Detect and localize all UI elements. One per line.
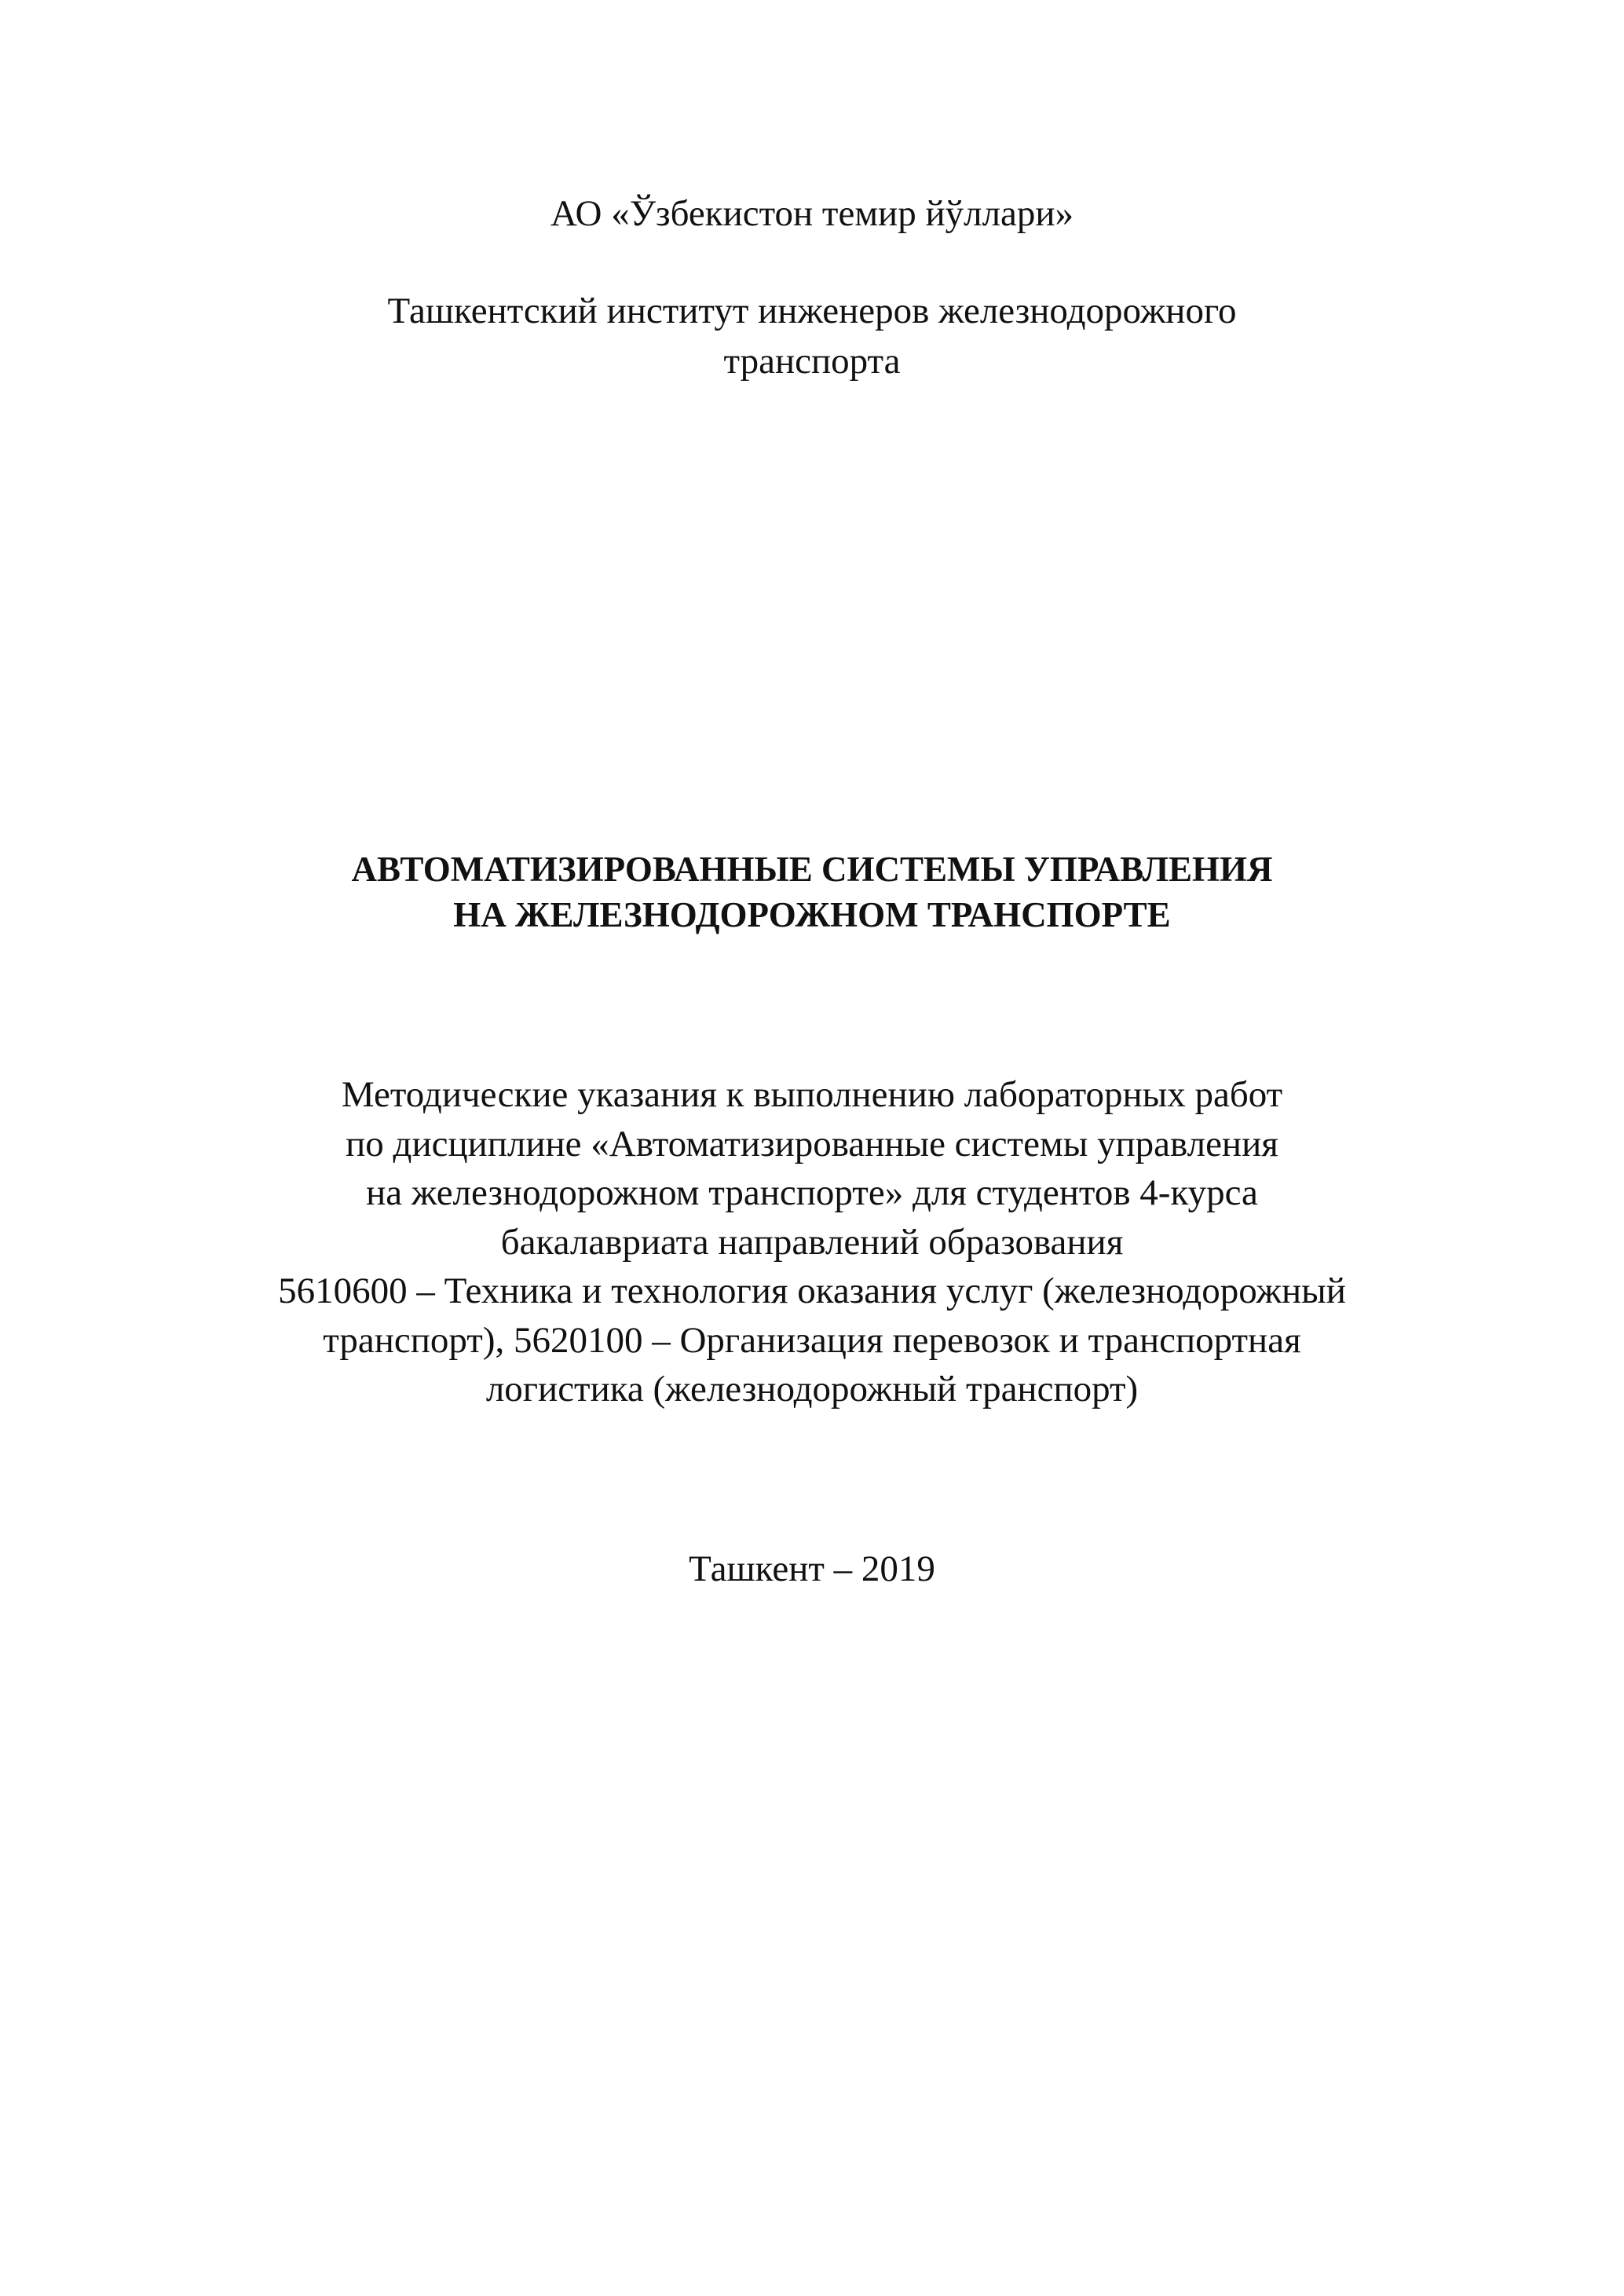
title-line-2: НА ЖЕЛЕЗНОДОРОЖНОМ ТРАНСПОРТЕ: [453, 895, 1171, 934]
subtitle-line-1: Методические указания к выполнению лабораторных работ: [341, 1074, 1283, 1115]
subtitle-line-2: по дисциплине «Автоматизированные системы управления: [346, 1123, 1278, 1164]
institute-line-1: Ташкентский институт инженеров железнодорожного: [387, 291, 1237, 331]
institute-line-2: транспорта: [723, 341, 901, 382]
title-line-1: АВТОМАТИЗИРОВАННЫЕ СИСТЕМЫ УПРАВЛЕНИЯ: [351, 850, 1273, 889]
subtitle-line-4: бакалавриата направлений образования: [500, 1221, 1124, 1263]
subtitle-line-5: 5610600 – Техника и технология оказания услуг (железнодорожный: [278, 1270, 1346, 1311]
subtitle-line-3: на железнодорожном транспорте» для студентов 4-курса: [366, 1172, 1258, 1213]
place-and-year: [0, 1545, 1624, 1592]
document-title: [0, 846, 1624, 938]
organization-name: [0, 190, 1624, 237]
place-year-line: Ташкент – 2019: [689, 1548, 935, 1589]
subtitle-line-7: логистика (железнодорожный транспорт): [485, 1369, 1139, 1409]
document-subtitle: [0, 1070, 1624, 1414]
organization-line: АО «Ўзбекистон темир йўллари»: [550, 193, 1074, 234]
institute-name: [0, 286, 1624, 386]
subtitle-line-6: транспорт), 5620100 – Организация перевозок и транспортная: [323, 1319, 1301, 1361]
